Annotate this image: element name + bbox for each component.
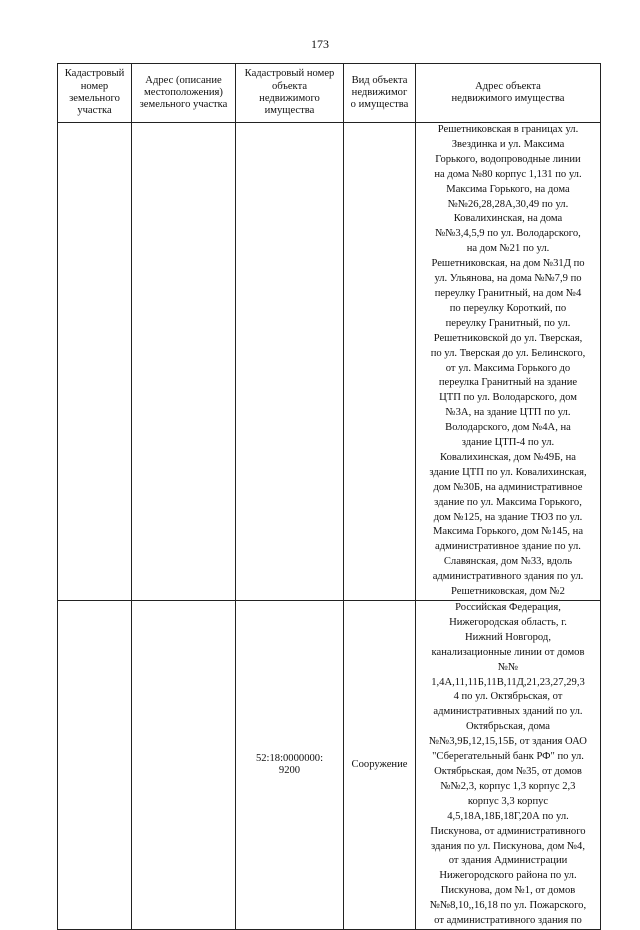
text-line: №№3,9Б,12,15,15Б, от здания ОАО	[429, 736, 587, 748]
text-line: Пискунова, дом №1, от домов	[440, 885, 576, 897]
land-cadastral-cell	[58, 601, 132, 930]
text-line: 9200	[278, 764, 301, 776]
text-line: переулку Гранитный, на дом №4	[434, 287, 582, 299]
text-line: Октябрьская, дома	[466, 721, 550, 733]
text-line: участка	[77, 105, 112, 117]
text-line: имущества	[264, 105, 315, 117]
text-line: недвижимог	[351, 86, 408, 98]
text-line: здание по ул. Максима Горького,	[434, 496, 582, 508]
text-line: переулка Гранитный на здание	[438, 377, 578, 389]
object-type-cell	[344, 123, 416, 601]
text-line: Нижний Новгород,	[465, 631, 551, 643]
text-line: Адрес объекта	[475, 80, 541, 92]
text-line: Ковалихинская, на дома	[453, 213, 563, 225]
text-line: от административного здания по	[434, 915, 582, 927]
text-line: ул. Ульянова, на дома №№7,9 по	[434, 273, 582, 285]
text-line: Славянская, дом №33, вдоль	[443, 556, 573, 568]
text-line: Кадастровый номер	[244, 68, 335, 80]
text-line: земельного	[69, 93, 120, 104]
text-line: на дом №21 по ул.	[466, 243, 550, 255]
text-line: административное здание по ул.	[435, 541, 581, 553]
text-line: Решетниковская в границах ул.	[437, 124, 579, 135]
text-line: №№8,10,,16,18 по ул. Пожарского,	[429, 900, 587, 912]
text-line: Адрес (описание	[145, 74, 222, 86]
page-number: 173	[311, 37, 329, 51]
text-line: по переулку Короткий, по	[449, 302, 567, 314]
text-line: административных зданий по ул.	[433, 706, 583, 718]
text-line: Нижегородского района по ул.	[439, 870, 577, 882]
land-address-cell	[132, 601, 236, 930]
text-line: Звездинка и ул. Максима	[451, 138, 565, 150]
text-line: Кадастровый	[64, 68, 125, 80]
table-header-row	[58, 64, 601, 123]
header-land-address	[132, 64, 236, 123]
text-line: по ул. Тверская до ул. Белинского,	[430, 347, 586, 359]
table-row	[58, 601, 601, 930]
text-line: от ул. Максима Горького до	[445, 362, 571, 374]
object-cadastral-cell	[236, 123, 344, 601]
text-line: дом №30Б, на административное	[433, 481, 583, 493]
registry-table	[57, 63, 601, 930]
text-line: Решетниковская, на дом №31Д по	[431, 258, 585, 270]
text-line: Пискунова, от административного	[430, 825, 586, 837]
land-address-cell	[132, 123, 236, 601]
text-line: здание ЦТП-4 по ул.	[461, 437, 555, 449]
text-line: Вид объекта	[351, 74, 408, 86]
text-line: переулку Гранитный, по ул.	[445, 317, 571, 329]
text-line: Октябрьская, дом №35, от домов	[434, 765, 582, 777]
text-line: Решетниковской до ул. Тверская,	[433, 332, 583, 344]
text-line: №№3,4,5,9 по ул. Володарского,	[435, 228, 581, 240]
text-line: Ковалихинская, дом №49Б, на	[440, 451, 576, 463]
text-line: здание ЦТП по ул. Ковалихинская,	[429, 466, 587, 478]
text-line: №3А, на здание ЦТП по ул.	[445, 407, 571, 419]
text-line: 4,5,18А,18Б,18Г,20А по ул.	[447, 810, 569, 822]
table-row	[58, 123, 601, 601]
text-line: 1,4А,11,11Б,11В,11Д,21,23,27,29,3	[431, 676, 585, 688]
text-line: 52:18:0000000:	[255, 752, 324, 764]
header-object-address	[416, 64, 601, 123]
text-line: объекта	[271, 80, 308, 92]
text-line: Нижегородская область, г.	[449, 616, 567, 628]
text-line: от здания Администрации	[448, 855, 568, 867]
text-line: №№	[497, 661, 519, 673]
text-line: №№2,3, корпус 1,3 корпус 2,3	[440, 780, 576, 792]
text-line: недвижимого	[259, 93, 320, 104]
header-land-cadastral-number	[58, 64, 132, 123]
text-line: Горького, водопроводные линии	[435, 153, 581, 165]
text-line: канализационные линии от домов	[431, 646, 585, 658]
text-line: земельного участка	[139, 99, 228, 111]
text-line: дом №125, на здание ТЮЗ по ул.	[433, 511, 583, 523]
object-address-cell	[416, 123, 601, 601]
object-type-value: Сооружение	[344, 601, 416, 930]
text-line: Решетниковская, дом №2	[451, 586, 565, 598]
text-line: административного здания по ул.	[432, 571, 584, 583]
text-line: Российская Федерация,	[455, 602, 561, 613]
text-line: на дома №80 корпус 1,131 по ул.	[434, 168, 582, 180]
text-line: №№26,28,28А,30,49 по ул.	[447, 198, 569, 210]
text-line: номер	[80, 80, 109, 92]
text-line: Володарского, дом №4А, на	[445, 422, 571, 434]
header-object-type	[344, 64, 416, 123]
text-line: "Сберегательный банк РФ" по ул.	[432, 751, 584, 763]
text-line: Максима Горького, на дома	[446, 183, 570, 195]
text-line: местоположения)	[144, 86, 223, 98]
text-line: корпус 3,3 корпус	[467, 795, 549, 807]
object-address-cell	[416, 601, 601, 930]
text-line: недвижимого имущества	[451, 93, 565, 104]
land-cadastral-cell	[58, 123, 132, 601]
text-line: о имущества	[350, 99, 409, 111]
text-line: Максима Горького, дом №145, на	[432, 526, 584, 538]
text-line: 4 по ул. Октябрьская, от	[453, 691, 563, 703]
header-object-cadastral-number	[236, 64, 344, 123]
object-cadastral-number	[236, 601, 344, 930]
text-line: ЦТП по ул. Володарского, дом	[439, 392, 577, 404]
text-line: здания по ул. Пискунова, дом №4,	[430, 840, 585, 852]
